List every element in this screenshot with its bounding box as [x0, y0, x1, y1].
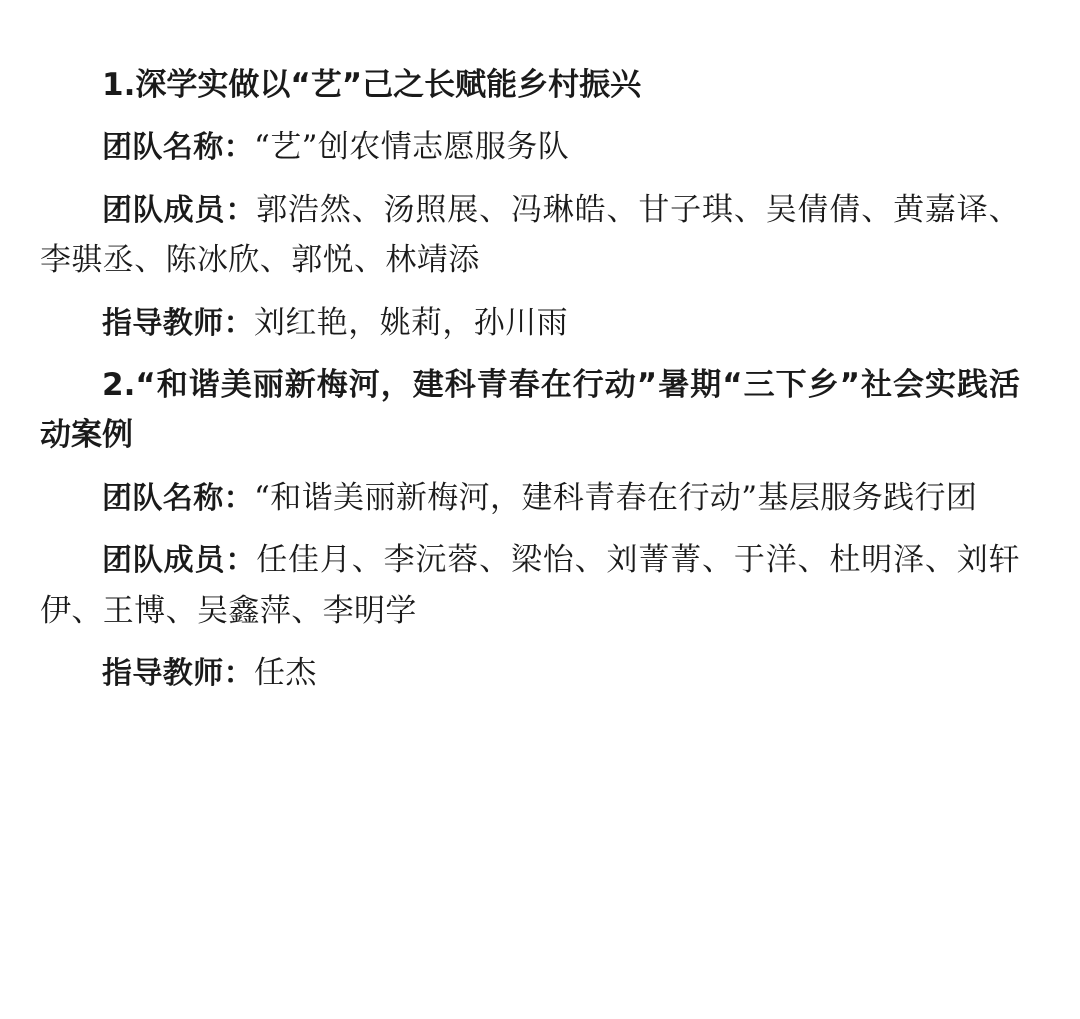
- entry-1-advisors-label: 指导教师：: [102, 305, 254, 341]
- entry-2-title: “和谐美丽新梅河，建科青春在行动”暑期“三下乡”社会实践活动案例: [40, 367, 1020, 454]
- entry-1-advisors-value: 刘红艳，姚莉，孙川雨: [254, 304, 568, 341]
- entry-2-advisors: [40, 648, 1020, 699]
- entry-2-team-name: [40, 473, 1020, 524]
- entry-1-advisors: [40, 298, 1020, 349]
- page-bottom-margin: [40, 711, 1020, 861]
- document-body: [40, 60, 1020, 861]
- entry-2-advisors-label: 指导教师：: [102, 656, 254, 692]
- entry-2-team-name-label: 团队名称：: [102, 480, 254, 516]
- entry-2-team-members-label: 团队成员：: [102, 543, 257, 579]
- entry-1-team-name: [40, 122, 1020, 173]
- entry-1-team-name-label: 团队名称：: [102, 130, 254, 166]
- entry-1-team-members-label: 团队成员：: [102, 192, 257, 228]
- entry-1-team-members-value: 郭浩然、汤照展、冯琳皓、甘子琪、吴倩倩、黄嘉译、李骐丞、陈冰欣、郭悦、林靖添: [40, 191, 1020, 279]
- entry-2-team-members: [40, 535, 1020, 636]
- entry-2-advisors-value: 任杰: [254, 655, 317, 692]
- entry-2-number: 2.: [102, 367, 136, 404]
- entry-1-team-name-value: “艺”创农情志愿服务队: [254, 129, 570, 166]
- entry-2-heading: [40, 360, 1020, 460]
- entry-1-team-members: [40, 185, 1020, 286]
- entry-1-number: 1.: [102, 67, 136, 103]
- entry-2-team-name-value: “和谐美丽新梅河，建科青春在行动”基层服务践行团: [254, 479, 978, 516]
- entry-1-title: 深学实做以“艺”己之长赋能乡村振兴: [135, 67, 642, 103]
- entry-1-heading: [40, 60, 1020, 110]
- entry-2-team-members-value: 任佳月、李沅蓉、梁怡、刘菁菁、于洋、杜明泽、刘轩伊、王博、吴鑫萍、李明学: [40, 542, 1020, 629]
